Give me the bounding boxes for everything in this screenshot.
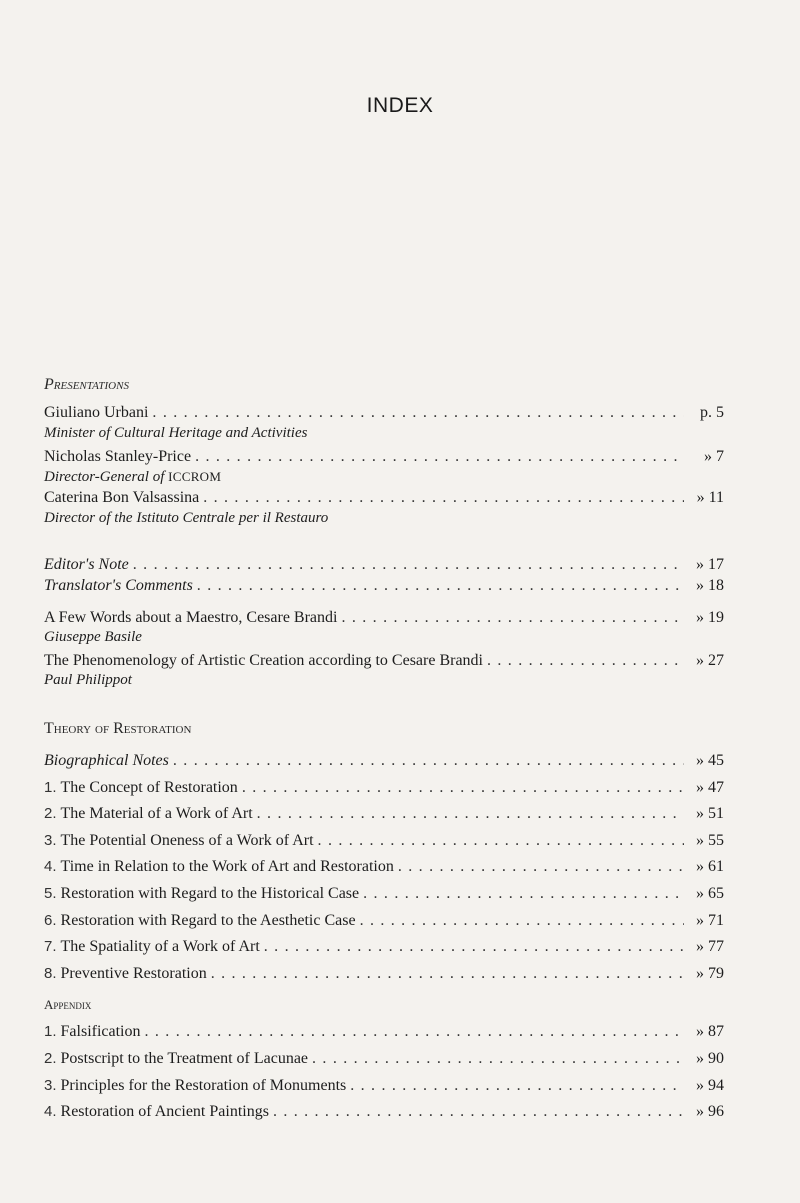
chapter-number: 4.: [44, 1103, 57, 1120]
dot-leader: [363, 884, 684, 904]
entry-title: Caterina Bon Valsassina: [44, 489, 200, 506]
entry-title: Translator's Comments: [44, 577, 193, 594]
entry-page: » 51: [696, 805, 724, 822]
chapter-number: 1.: [44, 779, 57, 796]
chapter-number: 3.: [44, 1077, 57, 1094]
dot-leader: [257, 804, 684, 824]
entry-page: » 61: [696, 858, 724, 875]
entry-title: The Potential Oneness of a Work of Art: [60, 832, 314, 849]
dot-leader: [203, 488, 684, 508]
entry-title: Restoration with Regard to the Historical Case: [60, 885, 360, 902]
entry-page: » 65: [696, 885, 724, 902]
toc-entry-editors-note: [44, 555, 724, 575]
chapter-number: 5.: [44, 885, 57, 902]
dot-leader: [264, 937, 684, 957]
toc-entry-appendix-1: [44, 1022, 724, 1042]
entry-page: » 17: [696, 556, 724, 573]
entry-title: A Few Words about a Maestro, Cesare Brandi: [44, 609, 338, 626]
dot-leader: [211, 964, 684, 984]
entry-title: Editor's Note: [44, 556, 129, 573]
chapter-number: 1.: [44, 1023, 57, 1040]
entry-author: Paul Philippot: [44, 672, 132, 688]
entry-subtitle: [44, 468, 724, 486]
toc-entry-chapter-4: [44, 857, 724, 877]
chapter-number: 3.: [44, 832, 57, 849]
entry-page: » 27: [696, 652, 724, 669]
entry-title: Falsification: [60, 1023, 141, 1040]
dot-leader: [341, 608, 684, 628]
toc-entry-chapter-1: [44, 778, 724, 798]
entry-title: Restoration of Ancient Paintings: [60, 1103, 269, 1120]
toc-entry-biographical-notes: [44, 751, 724, 771]
entry-subtitle: Minister of Cultural Heritage and Activities: [44, 425, 308, 441]
dot-leader: [312, 1049, 684, 1069]
entry-title: Preventive Restoration: [60, 965, 207, 982]
toc-entry-appendix-2: [44, 1049, 724, 1069]
chapter-number: 6.: [44, 912, 57, 929]
entry-subtitle-text: Director-General of: [44, 469, 165, 485]
chapter-number: 2.: [44, 1050, 57, 1067]
entry-page: » 96: [696, 1103, 724, 1120]
entry-title: Nicholas Stanley-Price: [44, 448, 192, 465]
dot-leader: [398, 857, 684, 877]
toc-entry-urbani: [44, 403, 724, 423]
entry-page: p. 5: [700, 404, 724, 421]
dot-leader: [242, 778, 684, 798]
entry-subtitle-org: ICCROM: [168, 469, 222, 484]
entry-page: » 7: [704, 448, 724, 465]
entry-title: The Concept of Restoration: [60, 779, 238, 796]
entry-page: » 71: [696, 912, 724, 929]
dot-leader: [173, 751, 684, 771]
section-heading-presentations: Presentations: [44, 376, 129, 393]
toc-entry-appendix-4: [44, 1102, 724, 1122]
toc-entry-chapter-5: [44, 884, 724, 904]
toc-entry-essay-philippot: [44, 651, 724, 671]
entry-page: » 18: [696, 577, 724, 594]
entry-page: » 45: [696, 752, 724, 769]
dot-leader: [145, 1022, 685, 1042]
entry-author: Giuseppe Basile: [44, 629, 142, 645]
chapter-number: 7.: [44, 938, 57, 955]
entry-title: The Material of a Work of Art: [60, 805, 253, 822]
chapter-number: 2.: [44, 805, 57, 822]
entry-page: » 79: [696, 965, 724, 982]
dot-leader: [360, 911, 684, 931]
entry-page: » 19: [696, 609, 724, 626]
dot-leader: [195, 447, 684, 467]
section-heading-appendix: Appendix: [44, 997, 92, 1012]
entry-title: Postscript to the Treatment of Lacunae: [60, 1050, 309, 1067]
toc-entry-bon-valsassina: [44, 488, 724, 508]
entry-page: » 55: [696, 832, 724, 849]
toc-entry-stanley-price: [44, 447, 724, 467]
toc-entry-chapter-2: [44, 804, 724, 824]
entry-page: » 77: [696, 938, 724, 955]
entry-page: » 87: [696, 1023, 724, 1040]
toc-entry-translators-comments: [44, 576, 724, 596]
entry-subtitle: Director of the Istituto Centrale per il Restauro: [44, 510, 329, 526]
entry-page: » 47: [696, 779, 724, 796]
entry-page: » 94: [696, 1077, 724, 1094]
entry-title: The Phenomenology of Artistic Creation according to Cesare Brandi: [44, 652, 483, 669]
entry-title: Biographical Notes: [44, 752, 169, 769]
toc-entry-chapter-8: [44, 964, 724, 984]
entry-page: » 11: [696, 489, 724, 506]
page-title: INDEX: [366, 94, 434, 117]
dot-leader: [350, 1076, 684, 1096]
entry-title: Restoration with Regard to the Aesthetic Case: [60, 912, 356, 929]
entry-title: The Spatiality of a Work of Art: [60, 938, 260, 955]
dot-leader: [318, 831, 684, 851]
toc-entry-chapter-3: [44, 831, 724, 851]
toc-entry-essay-basile: [44, 608, 724, 628]
section-heading-theory: Theory of Restoration: [44, 720, 192, 737]
entry-title: Principles for the Restoration of Monuments: [60, 1077, 347, 1094]
toc-entry-chapter-6: [44, 911, 724, 931]
chapter-number: 4.: [44, 858, 57, 875]
toc-entry-appendix-3: [44, 1076, 724, 1096]
toc-entry-chapter-7: [44, 937, 724, 957]
dot-leader: [152, 403, 684, 423]
dot-leader: [133, 555, 684, 575]
dot-leader: [197, 576, 684, 596]
chapter-number: 8.: [44, 965, 57, 982]
entry-title: Time in Relation to the Work of Art and Restoration: [60, 858, 394, 875]
entry-page: » 90: [696, 1050, 724, 1067]
entry-title: Giuliano Urbani: [44, 404, 149, 421]
dot-leader: [273, 1102, 684, 1122]
dot-leader: [487, 651, 684, 671]
